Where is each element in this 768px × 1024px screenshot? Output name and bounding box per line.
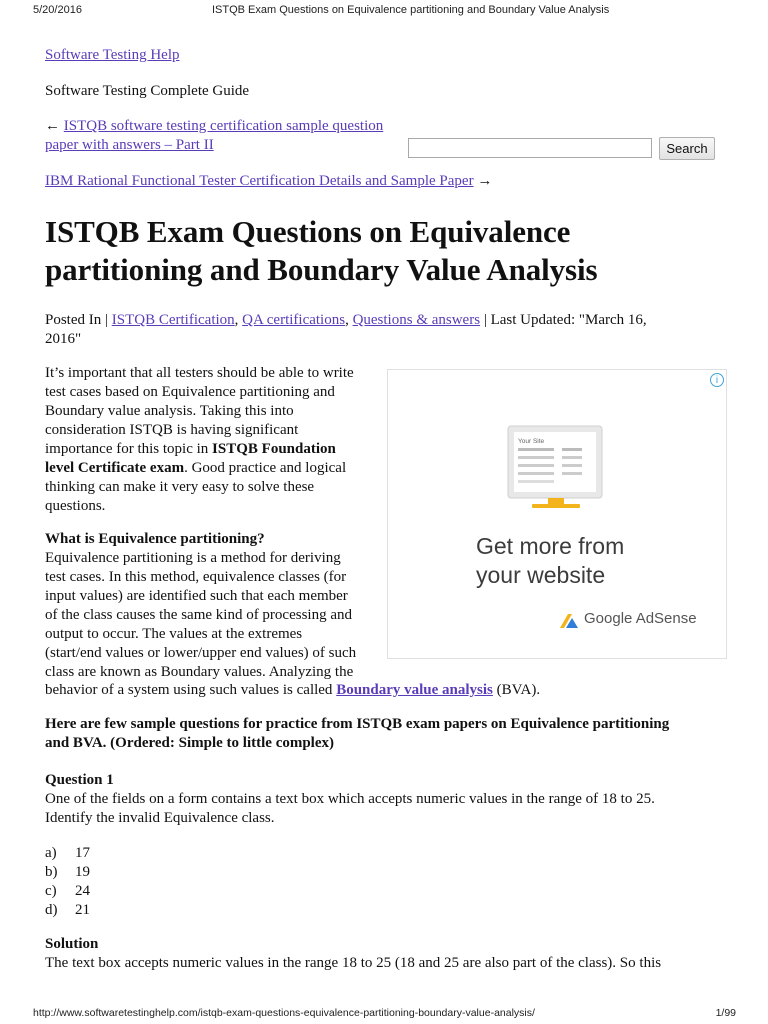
sample-intro: Here are few sample questions for practice from ISTQB exam papers on Equivalence partitioning and BVA. (Ordered: Simple to little complex): [45, 716, 670, 751]
adsense-logo-icon: [558, 610, 580, 632]
intro-paragraph: It’s important that all testers should be able to write test cases based on Equivalence partitioning and Boundary value analysis. Taking this into consideration ISTQB is having significant importance for this topic in ISTQB Foundation level Certificate exam. Good practice and logical thinking can make it very easy to solve these questions.: [45, 365, 354, 514]
monitor-illustration-icon: [506, 424, 606, 514]
adsense-ad[interactable]: [387, 369, 727, 659]
category-link-istqb[interactable]: ISTQB Certification: [111, 312, 235, 328]
ad-headline: Get more from your website: [476, 533, 625, 588]
search-input[interactable]: [408, 138, 652, 158]
print-url: http://www.softwaretestinghelp.com/istqb-exam-questions-equivalence-partitioning-boundary-value-analysis/: [33, 1007, 535, 1019]
site-name-link[interactable]: Software Testing Help: [45, 47, 180, 63]
post-meta: Posted In | ISTQB Certification, QA certifications, Questions & answers | Last Updated: "March 16, 2016": [45, 312, 647, 347]
question-heading: Question 1: [45, 772, 114, 788]
ep-section: What is Equivalence partitioning? Equivalence partitioning is a method for deriving test cases. In this method, equivalence classes (for input values) are identified such that each member of the class causes the same kind of processing and output to occur. The values at the extremes (start/end values or lower/upper end values) of such class are known as Boundary values. Analyzing the: [45, 531, 357, 680]
question-1: Question 1 One of the fields on a form contains a text box which accepts numeric values in the range of 18 to 25. Identify the invalid Equivalence class.: [45, 772, 655, 826]
list-item: b) 19: [45, 864, 90, 880]
left-arrow-icon: ←: [45, 118, 60, 134]
ad-info-icon[interactable]: i: [710, 373, 724, 387]
prev-post-nav: [45, 117, 410, 155]
print-date: 5/20/2016: [33, 4, 82, 16]
list-item: d) 21: [45, 902, 90, 918]
next-post-link[interactable]: IBM Rational Functional Tester Certification Details and Sample Paper: [45, 173, 474, 189]
print-title: ISTQB Exam Questions on Equivalence partitioning and Boundary Value Analysis: [212, 4, 610, 16]
right-arrow-icon: →: [477, 173, 493, 189]
monitor-label: Your Site: [518, 438, 545, 445]
next-post-nav: [45, 172, 492, 191]
ad-brand: Google AdSense: [584, 610, 697, 627]
site-tagline: Software Testing Complete Guide: [45, 83, 250, 99]
page-title: ISTQB Exam Questions on Equivalence partitioning and Boundary Value Analysis: [45, 214, 598, 287]
ep-heading: What is Equivalence partitioning?: [45, 531, 265, 547]
prev-post-link[interactable]: ISTQB software testing certification sample question paper with answers – Part II: [45, 118, 384, 153]
print-page-number: 1/99: [715, 1007, 736, 1019]
category-link-qna[interactable]: Questions & answers: [352, 312, 481, 328]
list-item: c) 24: [45, 883, 90, 899]
ep-last-line: behavior of a system using such values is called Boundary value analysis (BVA).: [45, 682, 541, 698]
category-link-qa[interactable]: QA certifications: [242, 312, 346, 328]
solution: Solution The text box accepts numeric values in the range 18 to 25 (18 and 25 are also part of the class). So this: [45, 936, 662, 971]
bva-link[interactable]: Boundary value analysis: [336, 682, 493, 698]
list-item: a) 17: [45, 845, 90, 861]
search-button[interactable]: Search: [659, 137, 715, 160]
q1-options: [45, 844, 90, 920]
solution-heading: Solution: [45, 936, 99, 952]
